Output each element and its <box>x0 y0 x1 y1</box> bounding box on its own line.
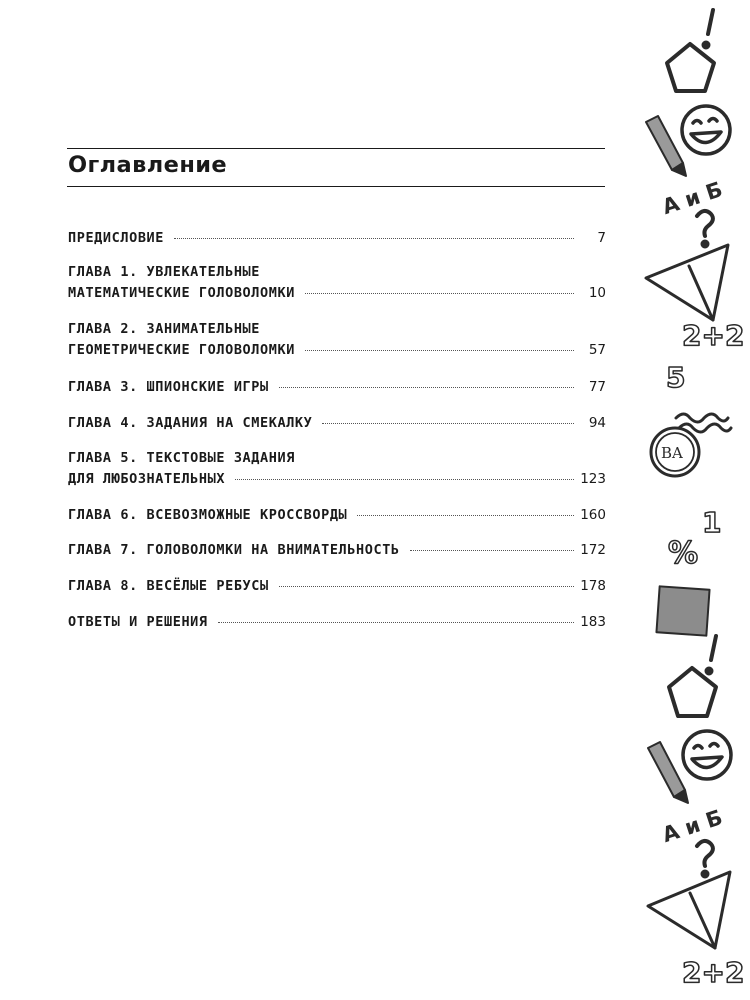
toc-entry-title: ОТВЕТЫ И РЕШЕНИЯ <box>68 614 208 630</box>
dot-leader <box>322 423 574 424</box>
toc-entry-chapter-2[interactable] <box>68 319 606 361</box>
dot-leader <box>357 515 574 516</box>
toc-entry-title: МАТЕМАТИЧЕСКИЕ ГОЛОВОЛОМКИ <box>68 285 295 301</box>
number-one-label: 1 <box>702 506 722 539</box>
toc-entry-title: ГЕОМЕТРИЧЕСКИЕ ГОЛОВОЛОМКИ <box>68 342 295 358</box>
dot-leader <box>279 586 574 587</box>
toc-entry-title-line-1 <box>68 207 606 228</box>
pentagon-icon <box>667 44 714 91</box>
letters-ab-label: А и Б <box>659 177 726 220</box>
triangle-icon <box>648 872 730 948</box>
toc-entry-chapter-4[interactable] <box>68 392 606 434</box>
decorative-doodle-strip <box>636 0 750 1000</box>
question-mark-icon <box>697 211 713 247</box>
dot-leader <box>410 550 574 551</box>
number-five-label: 5 <box>666 361 686 394</box>
smiley-icon <box>682 106 730 154</box>
toc-entry-title-line-1: ГЛАВА 5. ТЕКСТОВЫЕ ЗАДАНИЯ <box>68 450 295 466</box>
toc-entry-title: ГЛАВА 7. ГОЛОВОЛОМКИ НА ВНИМАТЕЛЬНОСТЬ <box>68 542 400 558</box>
dot-leader <box>305 293 574 294</box>
toc-page-number: 178 <box>580 578 606 594</box>
coin-label: BA <box>661 444 683 462</box>
letters-ab-label: А и Б <box>659 805 726 848</box>
toc-entry-title-line-1: ГЛАВА 1. УВЛЕКАТЕЛЬНЫЕ <box>68 264 261 280</box>
toc-entry-preface[interactable] <box>68 207 606 249</box>
pencil-icon <box>646 116 686 176</box>
sum-label: 2+2 <box>682 956 745 989</box>
toc-page-number: 123 <box>580 471 606 487</box>
dot-leader <box>305 350 574 351</box>
toc-entry-title: ГЛАВА 6. ВСЕВОЗМОЖНЫЕ КРОССВОРДЫ <box>68 507 348 523</box>
toc-page-number: 7 <box>597 230 606 246</box>
title-underline <box>67 186 605 187</box>
exclamation-icon <box>707 636 717 674</box>
toc-entry-title: ПРЕДИСЛОВИЕ <box>68 230 165 246</box>
toc-page-number: 94 <box>588 415 606 431</box>
dot-leader <box>235 479 574 480</box>
dot-leader <box>174 238 574 239</box>
percent-label: % <box>668 536 699 571</box>
toc-page-number: 57 <box>588 342 606 358</box>
toc-page-number: 160 <box>580 507 606 523</box>
toc-entry-answers[interactable] <box>68 591 606 633</box>
top-rule <box>67 148 605 149</box>
toc-entry-title-line-1: ГЛАВА 2. ЗАНИМАТЕЛЬНЫЕ <box>68 321 261 337</box>
page-title: Оглавление <box>68 152 228 178</box>
question-mark-icon <box>697 841 713 877</box>
toc-entry-title: ДЛЯ ЛЮБОЗНАТЕЛЬНЫХ <box>68 471 226 487</box>
table-of-contents <box>68 228 606 633</box>
exclamation-icon <box>704 10 714 48</box>
toc-page-number: 77 <box>588 379 606 395</box>
smiley-icon <box>683 731 731 779</box>
toc-page-number: 172 <box>580 542 606 558</box>
sum-label: 2+2 <box>682 319 745 352</box>
toc-entry-title: ГЛАВА 8. ВЕСЁЛЫЕ РЕБУСЫ <box>68 578 269 594</box>
toc-page-number: 183 <box>580 614 606 630</box>
dot-leader <box>279 387 574 388</box>
triangle-icon <box>646 245 728 320</box>
toc-entry-chapter-1[interactable] <box>68 262 606 304</box>
grid-square-icon <box>656 586 709 635</box>
dot-leader <box>218 622 574 623</box>
toc-entry-title: ГЛАВА 3. ШПИОНСКИЕ ИГРЫ <box>68 379 269 395</box>
toc-page-number: 10 <box>588 285 606 301</box>
toc-entry-title: ГЛАВА 4. ЗАДАНИЯ НА СМЕКАЛКУ <box>68 415 313 431</box>
